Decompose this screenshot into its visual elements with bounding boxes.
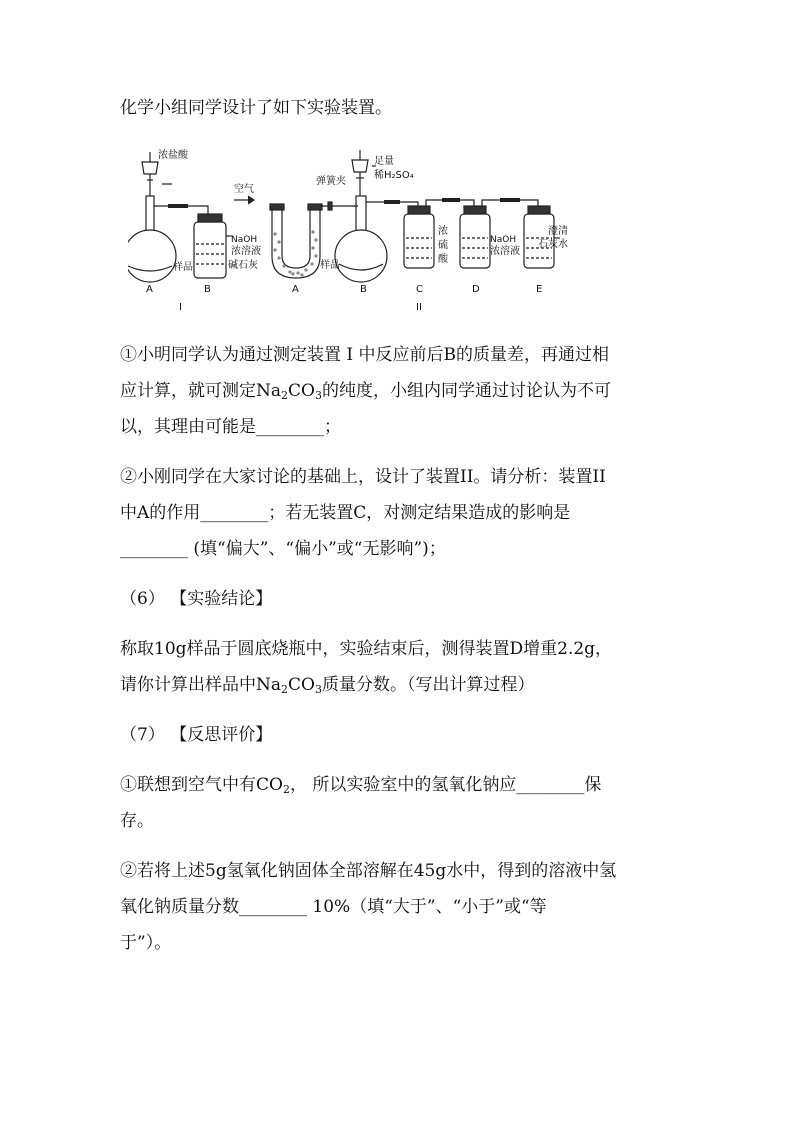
conclusion-line-1: 称取10g样品于圆底烧瓶中，实验结束后，测得装置D增重2.2g， — [120, 639, 613, 659]
q2-line-2: 中A的作用________；若无装置C，对测定结果造成的影响是 — [120, 503, 571, 523]
label-excess: 足量 — [374, 156, 394, 167]
label-dilute-h2so4: 稀H₂SO₄ — [374, 170, 414, 181]
r2-line-1: ②若将上述5g氢氧化钠固体全部溶解在45g水中，得到的溶液中氢 — [120, 861, 617, 881]
q1-sub-2: 3 — [314, 389, 322, 402]
label-clamp: 弹簧夹 — [316, 176, 346, 187]
label-limewater-2: 石灰水 — [538, 239, 568, 250]
label-sample-2: 样品 — [320, 260, 340, 271]
q1-line-2 — [120, 380, 611, 407]
label-conc-h2so4-2: 硫 — [438, 240, 448, 251]
caption-II-B: B — [360, 284, 367, 295]
caption-II-D: D — [472, 284, 480, 295]
conclusion-line-2 — [120, 674, 534, 701]
intro-text: 化学小组同学设计了如下实验装置。 — [120, 98, 392, 118]
section-7-heading: （7） 【反思评价】 — [120, 725, 273, 745]
q1-sub-1: 2 — [281, 389, 289, 402]
label-conc-h2so4-3: 酸 — [438, 254, 448, 265]
label-air: 空气 — [234, 184, 254, 195]
conclusion-line-2c: 质量分数。（写出计算过程） — [321, 675, 535, 695]
caption-II: II — [416, 302, 422, 313]
conclusion-sub-2: 3 — [314, 683, 322, 696]
caption-I-A: A — [146, 284, 153, 295]
r1-line-1b: ， 所以实验室中的氢氧化钠应________保 — [289, 775, 602, 795]
q1-line-3: 以，其理由可能是________； — [120, 417, 341, 437]
conclusion-line-2a: 请你计算出样品中Na — [120, 675, 282, 695]
r1-line-1a: ①联想到空气中有CO — [120, 775, 283, 795]
caption-II-C: C — [416, 284, 423, 295]
conclusion-sub-1: 2 — [281, 683, 289, 696]
r2-line-2: 氧化钠质量分数________ 10%（填“大于”、“小于”或“等 — [120, 897, 547, 917]
label-naoh-2: NaOH — [490, 235, 517, 245]
caption-II-A: A — [292, 284, 299, 295]
label-soda-lime: 碱石灰 — [228, 260, 258, 271]
label-naoh-1: NaOH — [231, 235, 258, 245]
label-limewater-1: 澄清 — [548, 226, 568, 237]
q2-line-1: ②小刚同学在大家讨论的基础上，设计了装置II。请分析：装置II — [120, 467, 606, 487]
q1-line-1: ①小明同学认为通过测定装置 I 中反应前后B的质量差，再通过相 — [120, 345, 610, 365]
r2-line-3: 于”）。 — [120, 933, 172, 953]
r1-line-2: 存。 — [120, 811, 154, 831]
caption-II-E: E — [536, 284, 543, 295]
r1-line-1 — [120, 774, 601, 801]
section-6-heading: （6） 【实验结论】 — [120, 589, 273, 609]
r1-sub: 2 — [282, 783, 290, 796]
label-conc-hcl: 浓盐酸 — [158, 150, 188, 161]
label-conc-sol-2: 浓溶液 — [490, 246, 520, 257]
q1-line-2a: 应计算，就可测定Na — [120, 381, 282, 401]
caption-I-B: B — [204, 284, 211, 295]
conclusion-line-2b: CO — [288, 675, 315, 695]
label-conc-h2so4-1: 浓 — [438, 226, 448, 237]
label-conc-sol-1: 浓溶液 — [231, 246, 261, 257]
q2-line-3: ________ (填“偏大”、“偏小”或“无影响”)； — [120, 539, 446, 559]
label-sample-1: 样品 — [173, 262, 193, 273]
apparatus-diagram — [128, 144, 568, 319]
q1-line-2b: CO — [288, 381, 315, 401]
q1-line-2c: 的纯度，小组内同学通过讨论认为不可 — [321, 381, 611, 401]
caption-I: I — [179, 302, 182, 313]
